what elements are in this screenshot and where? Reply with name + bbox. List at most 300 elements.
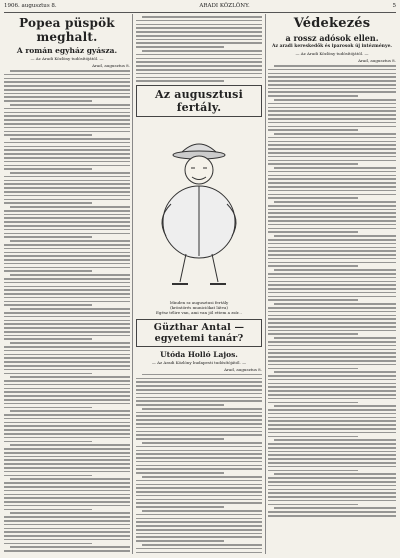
text-line bbox=[268, 231, 358, 233]
text-line bbox=[268, 254, 396, 256]
text-line bbox=[268, 386, 396, 388]
header-date: 1906. augusztus 8. bbox=[4, 3, 57, 9]
text-line bbox=[4, 531, 130, 533]
text-line bbox=[136, 521, 262, 523]
text-line bbox=[268, 160, 396, 162]
text-line bbox=[268, 224, 396, 226]
article-title: Védekezés bbox=[293, 16, 371, 31]
text-line bbox=[4, 448, 130, 450]
article-byline: — Az Aradi Közlöny tudósítójától. — bbox=[30, 56, 104, 61]
text-line bbox=[274, 269, 396, 271]
text-line bbox=[4, 282, 130, 284]
text-line bbox=[274, 133, 396, 135]
text-line bbox=[4, 297, 130, 299]
text-line bbox=[4, 123, 130, 125]
text-line bbox=[136, 54, 262, 56]
text-line bbox=[136, 499, 262, 501]
text-line bbox=[136, 419, 262, 421]
text-line bbox=[268, 489, 396, 491]
text-line bbox=[268, 424, 396, 426]
text-line bbox=[268, 288, 396, 290]
column-rule bbox=[265, 14, 266, 554]
text-line bbox=[4, 418, 130, 420]
text-line bbox=[4, 335, 130, 337]
text-line bbox=[268, 126, 396, 128]
text-line bbox=[268, 364, 396, 366]
text-line bbox=[4, 195, 130, 197]
cartoon-title: Az augusztusi fertály. bbox=[136, 85, 262, 117]
text-line bbox=[268, 511, 396, 513]
text-line bbox=[136, 480, 262, 482]
text-line bbox=[268, 228, 396, 230]
text-line bbox=[4, 338, 92, 340]
text-line bbox=[268, 129, 358, 131]
text-line bbox=[268, 349, 396, 351]
text-line bbox=[4, 229, 130, 231]
text-line bbox=[268, 103, 396, 105]
text-line bbox=[268, 205, 396, 207]
text-line bbox=[268, 148, 396, 150]
text-line bbox=[268, 88, 396, 90]
article-byline: — Az Aradi Közlöny budapesti tudósítójától. — bbox=[151, 359, 247, 365]
text-line bbox=[142, 442, 262, 444]
text-line bbox=[274, 337, 396, 339]
text-line bbox=[4, 327, 130, 329]
text-line bbox=[10, 104, 130, 106]
text-line bbox=[136, 487, 262, 489]
text-line bbox=[268, 420, 396, 422]
text-line bbox=[4, 320, 130, 322]
text-line bbox=[136, 77, 262, 79]
text-line bbox=[4, 456, 130, 458]
text-line bbox=[10, 444, 130, 446]
text-line bbox=[136, 518, 262, 520]
text-line bbox=[268, 152, 396, 154]
text-line bbox=[136, 506, 224, 508]
text-line bbox=[4, 475, 92, 477]
text-line bbox=[136, 514, 262, 516]
text-line bbox=[268, 209, 396, 211]
text-line bbox=[268, 95, 358, 97]
text-line bbox=[4, 539, 130, 541]
text-line bbox=[4, 365, 130, 367]
text-line bbox=[136, 457, 262, 459]
text-line bbox=[136, 438, 224, 440]
text-line bbox=[4, 221, 130, 223]
text-line bbox=[136, 540, 224, 542]
text-line bbox=[136, 431, 262, 433]
text-line bbox=[4, 153, 130, 155]
text-line bbox=[136, 434, 262, 436]
article-body bbox=[268, 65, 396, 517]
text-line bbox=[4, 180, 130, 182]
text-line bbox=[4, 520, 130, 522]
text-line bbox=[136, 73, 262, 75]
text-line bbox=[268, 379, 396, 381]
text-line bbox=[268, 394, 396, 396]
text-line bbox=[268, 110, 396, 112]
text-line bbox=[4, 202, 92, 204]
text-line bbox=[136, 465, 262, 467]
text-line bbox=[136, 548, 262, 550]
text-line bbox=[268, 360, 396, 362]
text-line bbox=[136, 400, 262, 402]
article-body bbox=[136, 374, 262, 554]
text-line bbox=[4, 463, 130, 465]
text-line bbox=[136, 20, 262, 22]
text-line bbox=[136, 393, 262, 395]
text-line bbox=[4, 395, 130, 397]
text-line bbox=[268, 76, 396, 78]
text-line bbox=[4, 127, 130, 129]
text-line bbox=[136, 529, 262, 531]
text-line bbox=[136, 397, 262, 399]
text-line bbox=[4, 399, 130, 401]
text-line bbox=[4, 369, 130, 371]
text-line bbox=[4, 187, 130, 189]
text-line bbox=[268, 462, 396, 464]
text-line bbox=[268, 182, 396, 184]
text-line bbox=[268, 141, 396, 143]
article-dateline: Arad, augusztus 8. bbox=[224, 366, 262, 372]
text-line bbox=[268, 477, 396, 479]
text-line bbox=[274, 99, 396, 101]
text-line bbox=[268, 212, 396, 214]
text-line bbox=[136, 552, 262, 554]
text-line bbox=[4, 100, 92, 102]
text-line bbox=[4, 142, 130, 144]
text-line bbox=[4, 267, 130, 269]
text-line bbox=[136, 468, 262, 470]
text-line bbox=[4, 388, 130, 390]
text-line bbox=[10, 138, 130, 140]
text-line bbox=[136, 39, 262, 41]
text-line bbox=[268, 281, 396, 283]
text-line bbox=[4, 509, 92, 511]
text-line bbox=[268, 443, 396, 445]
text-line bbox=[136, 42, 262, 44]
caption-line: Egész télire van, ami van jól ettem a zsír... bbox=[156, 309, 242, 315]
text-line bbox=[268, 432, 396, 434]
text-line bbox=[268, 322, 396, 324]
article-body bbox=[4, 70, 130, 554]
text-line bbox=[142, 50, 262, 52]
text-line bbox=[268, 171, 396, 173]
text-line bbox=[136, 484, 262, 486]
text-line bbox=[268, 156, 396, 158]
text-line bbox=[136, 415, 262, 417]
caption-line: (kröntörés municiókat látva) bbox=[170, 304, 228, 310]
text-line bbox=[4, 112, 130, 114]
text-line bbox=[4, 96, 130, 98]
text-line bbox=[4, 252, 130, 254]
text-line bbox=[136, 69, 262, 71]
article-body bbox=[136, 16, 262, 82]
text-line bbox=[268, 496, 396, 498]
article-dateline: Arad, augusztus 8. bbox=[92, 63, 130, 68]
text-line bbox=[4, 74, 130, 76]
text-line bbox=[4, 497, 130, 499]
text-line bbox=[4, 85, 130, 87]
text-line bbox=[274, 439, 396, 441]
text-line bbox=[4, 437, 130, 439]
text-line bbox=[136, 389, 262, 391]
text-line bbox=[268, 454, 396, 456]
text-line bbox=[4, 441, 92, 443]
text-line bbox=[268, 345, 396, 347]
text-line bbox=[136, 453, 262, 455]
text-line bbox=[268, 258, 396, 260]
text-line bbox=[268, 107, 396, 109]
text-line bbox=[4, 516, 130, 518]
text-line bbox=[268, 296, 396, 298]
text-line bbox=[4, 354, 130, 356]
text-line bbox=[4, 505, 130, 507]
column-2 bbox=[136, 14, 262, 554]
text-line bbox=[4, 452, 130, 454]
text-line bbox=[136, 502, 262, 504]
text-line bbox=[10, 512, 130, 514]
article-byline: — Az Aradi Közlöny tudósítójától. — bbox=[295, 51, 369, 56]
text-line bbox=[4, 168, 92, 170]
article-subhead: Az aradi kereskedők és iparosok új intézménye. bbox=[271, 44, 392, 49]
text-line bbox=[4, 543, 92, 545]
text-line bbox=[136, 450, 262, 452]
text-line bbox=[4, 357, 130, 359]
text-line bbox=[4, 535, 130, 537]
text-line bbox=[268, 333, 358, 335]
text-line bbox=[4, 384, 130, 386]
text-line bbox=[268, 114, 396, 116]
text-line bbox=[268, 481, 396, 483]
text-line bbox=[274, 303, 396, 305]
text-line bbox=[136, 427, 262, 429]
text-line bbox=[4, 225, 130, 227]
text-line bbox=[136, 31, 262, 33]
text-line bbox=[268, 250, 396, 252]
text-line bbox=[4, 346, 130, 348]
text-line bbox=[268, 243, 396, 245]
text-line bbox=[268, 311, 396, 313]
text-line bbox=[274, 405, 396, 407]
text-line bbox=[4, 263, 130, 265]
article-subtitle: Utóda Holló Lajos. bbox=[160, 349, 238, 359]
text-line bbox=[268, 175, 396, 177]
text-line bbox=[268, 504, 358, 506]
text-line bbox=[268, 390, 396, 392]
article-subtitle: A román egyház gyásza. bbox=[16, 46, 118, 55]
text-line bbox=[268, 194, 396, 196]
article-title: Güzthar Antal — egyetemi tanár? bbox=[136, 319, 262, 347]
text-line bbox=[4, 293, 130, 295]
text-line bbox=[4, 301, 130, 303]
text-line bbox=[4, 119, 130, 121]
text-line bbox=[268, 398, 396, 400]
text-line bbox=[4, 89, 130, 91]
text-line bbox=[268, 284, 396, 286]
text-line bbox=[268, 122, 396, 124]
text-line bbox=[268, 118, 396, 120]
text-line bbox=[268, 500, 396, 502]
text-line bbox=[268, 485, 396, 487]
text-line bbox=[4, 312, 130, 314]
text-line bbox=[4, 403, 130, 405]
text-line bbox=[268, 144, 396, 146]
text-line bbox=[136, 423, 262, 425]
text-line bbox=[4, 78, 130, 80]
text-line bbox=[136, 24, 262, 26]
text-line bbox=[10, 274, 130, 276]
text-line bbox=[10, 546, 130, 548]
text-line bbox=[136, 27, 262, 29]
text-line bbox=[10, 478, 130, 480]
text-line bbox=[268, 447, 396, 449]
text-line bbox=[4, 490, 130, 492]
text-line bbox=[4, 183, 130, 185]
text-line bbox=[268, 341, 396, 343]
text-line bbox=[268, 352, 396, 354]
text-line bbox=[4, 244, 130, 246]
text-line bbox=[4, 524, 130, 526]
text-line bbox=[10, 376, 130, 378]
text-line bbox=[136, 61, 262, 63]
text-line bbox=[268, 318, 396, 320]
text-line bbox=[4, 331, 130, 333]
text-line bbox=[268, 413, 396, 415]
text-line bbox=[4, 134, 92, 136]
text-line bbox=[268, 383, 396, 385]
text-line bbox=[4, 270, 92, 272]
text-line bbox=[4, 146, 130, 148]
text-line bbox=[268, 239, 396, 241]
text-line bbox=[136, 378, 262, 380]
text-line bbox=[4, 255, 130, 257]
text-line bbox=[4, 486, 130, 488]
text-line bbox=[268, 299, 358, 301]
text-line bbox=[142, 408, 262, 410]
text-line bbox=[268, 262, 396, 264]
text-line bbox=[4, 494, 130, 496]
text-line bbox=[4, 414, 130, 416]
column-1 bbox=[4, 14, 130, 554]
caption-line: Minden sz augusztusi fertály bbox=[169, 299, 229, 305]
text-line bbox=[10, 70, 130, 72]
text-line bbox=[4, 429, 130, 431]
text-line bbox=[4, 316, 130, 318]
text-line bbox=[268, 356, 396, 358]
text-line bbox=[10, 410, 130, 412]
text-line bbox=[142, 510, 262, 512]
text-line bbox=[274, 507, 396, 509]
text-line bbox=[4, 391, 130, 393]
text-line bbox=[268, 273, 396, 275]
text-line bbox=[4, 459, 130, 461]
text-line bbox=[268, 247, 396, 249]
text-line bbox=[136, 381, 262, 383]
text-line bbox=[268, 137, 396, 139]
article-title: Popea püspök meghalt. bbox=[19, 16, 115, 44]
text-line bbox=[268, 163, 358, 165]
text-line bbox=[136, 461, 262, 463]
text-line bbox=[268, 69, 396, 71]
article-subtitle: a rossz adósok ellen. bbox=[285, 33, 379, 43]
text-line bbox=[268, 307, 396, 309]
text-line bbox=[10, 308, 130, 310]
text-line bbox=[268, 451, 396, 453]
text-line bbox=[4, 217, 130, 219]
text-line bbox=[268, 80, 396, 82]
text-line bbox=[274, 371, 396, 373]
text-line bbox=[136, 404, 224, 406]
text-line bbox=[136, 472, 224, 474]
text-line bbox=[4, 323, 130, 325]
text-line bbox=[10, 172, 130, 174]
text-line bbox=[268, 330, 396, 332]
text-line bbox=[4, 422, 130, 424]
text-line bbox=[4, 115, 130, 117]
text-line bbox=[268, 315, 396, 317]
text-line bbox=[4, 199, 130, 201]
text-line bbox=[4, 108, 130, 110]
text-line bbox=[4, 350, 130, 352]
text-line bbox=[136, 65, 262, 67]
column-3 bbox=[268, 14, 396, 554]
text-line bbox=[4, 157, 130, 159]
text-line bbox=[4, 214, 130, 216]
header-page-number: 5 bbox=[392, 3, 396, 9]
text-line bbox=[268, 458, 396, 460]
text-line bbox=[4, 278, 130, 280]
text-line bbox=[142, 544, 262, 546]
text-line bbox=[268, 417, 396, 419]
text-line bbox=[4, 93, 130, 95]
text-line bbox=[4, 425, 130, 427]
text-line bbox=[4, 191, 130, 193]
text-line bbox=[268, 470, 358, 472]
text-line bbox=[4, 176, 130, 178]
text-line bbox=[268, 197, 358, 199]
text-line bbox=[268, 91, 396, 93]
text-line bbox=[4, 289, 130, 291]
text-line bbox=[268, 277, 396, 279]
text-line bbox=[4, 165, 130, 167]
text-line bbox=[268, 428, 396, 430]
text-line bbox=[268, 190, 396, 192]
text-line bbox=[4, 550, 130, 552]
text-line bbox=[136, 536, 262, 538]
text-line bbox=[4, 433, 130, 435]
text-line bbox=[4, 373, 92, 375]
text-line bbox=[4, 380, 130, 382]
column-rule bbox=[132, 14, 133, 554]
text-line bbox=[268, 402, 358, 404]
text-line bbox=[268, 375, 396, 377]
text-line bbox=[142, 16, 262, 18]
text-line bbox=[274, 167, 396, 169]
text-line bbox=[4, 471, 130, 473]
page-header bbox=[4, 3, 396, 13]
text-line bbox=[268, 409, 396, 411]
text-line bbox=[142, 476, 262, 478]
text-line bbox=[4, 236, 92, 238]
text-line bbox=[4, 149, 130, 151]
text-line bbox=[136, 412, 262, 414]
text-line bbox=[268, 84, 396, 86]
text-line bbox=[4, 528, 130, 530]
text-line bbox=[4, 361, 130, 363]
text-line bbox=[268, 492, 396, 494]
text-line bbox=[4, 131, 130, 133]
